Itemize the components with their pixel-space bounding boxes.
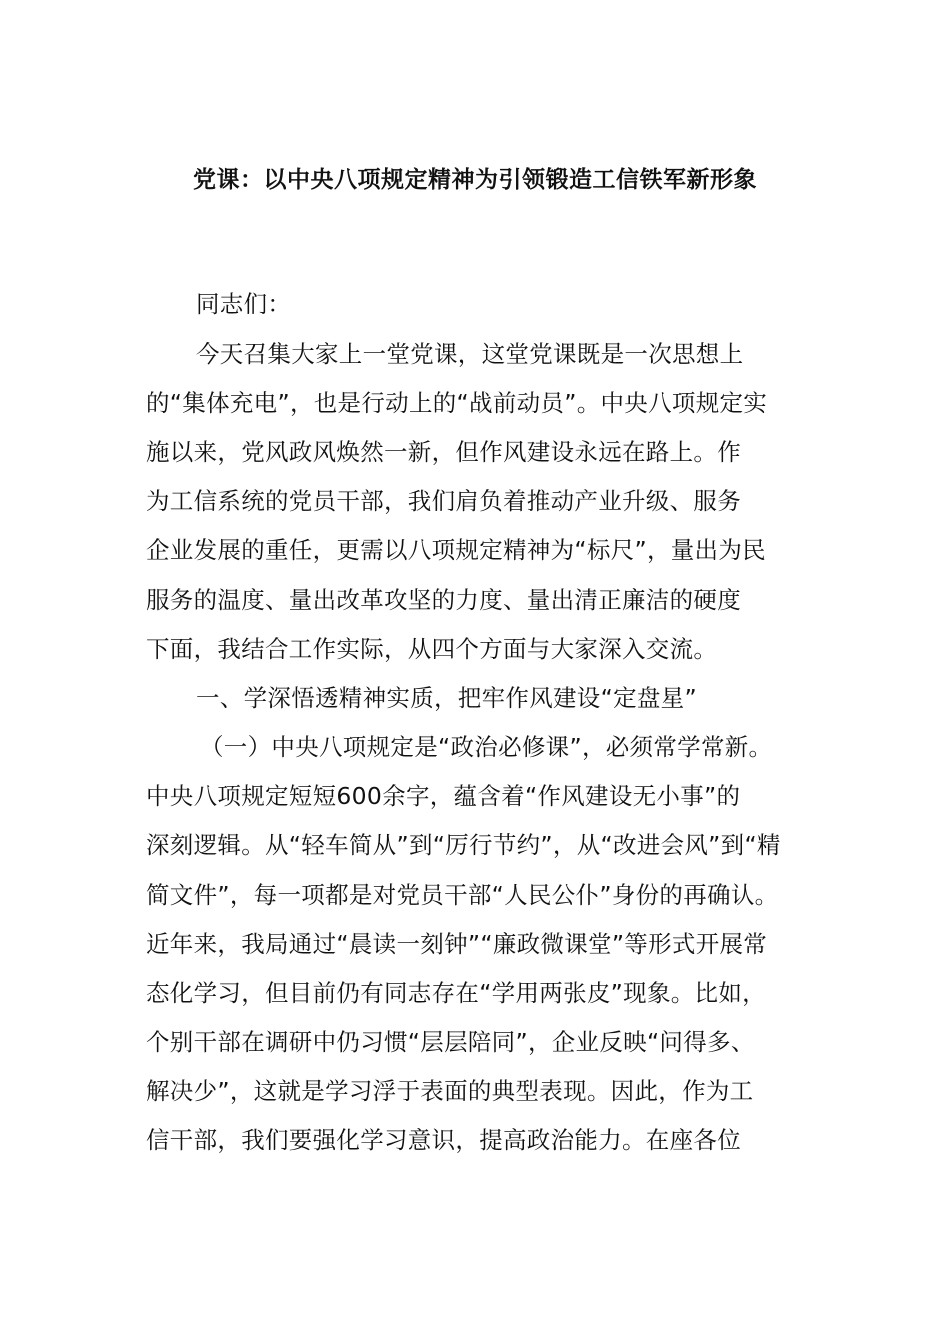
section-heading: 一、学深悟透精神实质，把牢作风建设“定盘星” xyxy=(196,684,697,712)
paragraph-line: 近年来，我局通过“晨读一刻钟”“廉政微课堂”等形式开展常 xyxy=(146,930,768,958)
paragraph-line: 下面，我结合工作实际，从四个方面与大家深入交流。 xyxy=(146,635,718,663)
paragraph-line: 施以来，党风政风焕然一新，但作风建设永远在路上。作 xyxy=(146,438,741,466)
paragraph-line: 的“集体充电”，也是行动上的“战前动员”。中央八项规定实 xyxy=(146,389,768,417)
document-title: 党课：以中央八项规定精神为引领锻造工信铁军新形象 xyxy=(193,167,757,193)
paragraph-line: 为工信系统的党员干部，我们肩负着推动产业升级、服务 xyxy=(146,487,741,515)
paragraph-line: 企业发展的重任，更需以八项规定精神为“标尺”，量出为民 xyxy=(146,536,766,564)
paragraph-line: 中央八项规定短短600余字，蕴含着“作风建设无小事”的 xyxy=(146,782,741,810)
paragraph-line: 信干部，我们要强化学习意识，提高政治能力。在座各位 xyxy=(146,1126,741,1154)
subsection-heading: （一）中央八项规定是“政治必修课”，必须常学常新。 xyxy=(200,733,773,761)
paragraph-line: 解决少”，这就是学习浮于表面的典型表现。因此，作为工 xyxy=(146,1077,754,1105)
paragraph-line: 态化学习，但目前仍有同志存在“学用两张皮”现象。比如， xyxy=(146,979,766,1007)
paragraph-line: 深刻逻辑。从“轻车简从”到“厉行节约”，从“改进会风”到“精 xyxy=(146,831,781,859)
paragraph-line: 今天召集大家上一堂党课，这堂党课既是一次思想上 xyxy=(196,340,744,368)
paragraph-line: 简文件”，每一项都是对党员干部“人民公仆”身份的再确认。 xyxy=(146,881,779,909)
paragraph-line: 个别干部在调研中仍习惯“层层陪同”，企业反映“问得多、 xyxy=(146,1028,755,1056)
paragraph-line: 服务的温度、量出改革攻坚的力度、量出清正廉洁的硬度 xyxy=(146,586,741,614)
salutation-line: 同志们： xyxy=(196,290,292,318)
